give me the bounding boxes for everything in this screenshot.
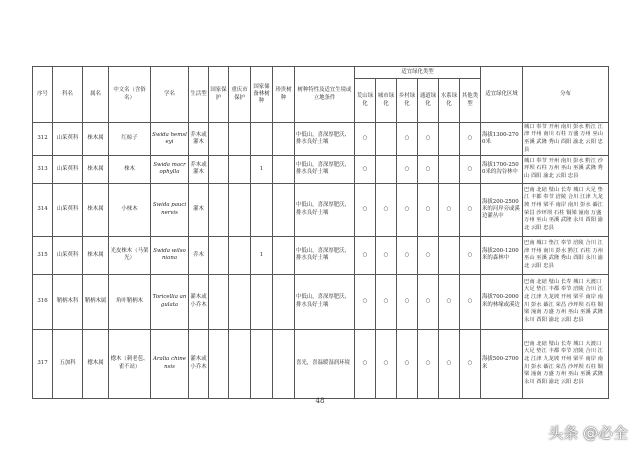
cell-reserve bbox=[251, 329, 273, 398]
species-table bbox=[32, 66, 609, 399]
header-region: 适宜绿化区域 bbox=[481, 67, 523, 123]
cell-greening-mark: ○ bbox=[418, 123, 439, 156]
cell-life-form: 乔木 bbox=[189, 236, 209, 274]
header-row-top bbox=[33, 67, 609, 79]
cell-family: 山茱萸科 bbox=[53, 123, 83, 156]
cell-family: 鞘柄木科 bbox=[53, 274, 83, 329]
table-row bbox=[33, 236, 609, 274]
cell-genus: 梾木属 bbox=[83, 123, 109, 156]
header-genus: 属名 bbox=[83, 67, 109, 123]
cell-genus: 梾木属 bbox=[83, 236, 109, 274]
cell-national bbox=[209, 183, 229, 236]
cell-cn-name: 光皮梾木（马架光） bbox=[109, 236, 151, 274]
cell-cn-name: 梾木 bbox=[109, 155, 151, 183]
cell-cn-name: 红椋子 bbox=[109, 123, 151, 156]
cell-greening-mark: ○ bbox=[355, 155, 376, 183]
cell-sci-name: Toricellia angulata bbox=[151, 274, 189, 329]
cell-region: 海拔1700-2500米的沟谷林中 bbox=[481, 155, 523, 183]
header-greening-group: 适宜绿化类型 bbox=[355, 67, 481, 79]
cell-region: 海拔200-1200米的森林中 bbox=[481, 236, 523, 274]
table-row bbox=[33, 183, 609, 236]
cell-reserve bbox=[251, 274, 273, 329]
cell-traits: 中低山，喜深厚肥沃、排水良好土壤 bbox=[295, 236, 355, 274]
header-national: 国家保护 bbox=[209, 67, 229, 123]
cell-national bbox=[209, 155, 229, 183]
cell-greening-mark: ○ bbox=[397, 183, 418, 236]
cell-family: 山茱萸科 bbox=[53, 155, 83, 183]
cell-greening-mark bbox=[376, 123, 397, 156]
cell-genus: 梾木属 bbox=[83, 155, 109, 183]
table-row bbox=[33, 329, 609, 398]
cell-genus: 鞘柄木属 bbox=[83, 274, 109, 329]
cell-greening-mark: ○ bbox=[460, 236, 481, 274]
cell-life-form: 乔木或灌木 bbox=[189, 155, 209, 183]
cell-region: 海拔200-2500米的河岸旁或溪边灌丛中 bbox=[481, 183, 523, 236]
cell-reserve: 1 bbox=[251, 236, 273, 274]
cell-greening-mark: ○ bbox=[439, 274, 460, 329]
header-type-barren: 荒山绿化 bbox=[355, 79, 376, 123]
header-seq: 序号 bbox=[33, 67, 53, 123]
cell-seq: 315 bbox=[33, 236, 53, 274]
cell-traits: 中低山，喜深厚肥沃、排水良好土壤 bbox=[295, 274, 355, 329]
cell-greening-mark: ○ bbox=[355, 123, 376, 156]
cell-national bbox=[209, 274, 229, 329]
table-row bbox=[33, 123, 609, 156]
cell-traits: 中低山，喜深厚肥沃、排水良好土壤 bbox=[295, 123, 355, 156]
cell-national bbox=[209, 236, 229, 274]
cell-reserve bbox=[251, 183, 273, 236]
header-type-other: 其他类型 bbox=[460, 79, 481, 123]
cell-greening-mark: ○ bbox=[355, 274, 376, 329]
cell-seq: 314 bbox=[33, 183, 53, 236]
cell-life-form: 灌木或小乔木 bbox=[189, 329, 209, 398]
cell-greening-mark: ○ bbox=[397, 123, 418, 156]
cell-greening-mark: ○ bbox=[355, 236, 376, 274]
cell-greening-mark bbox=[439, 236, 460, 274]
cell-greening-mark: ○ bbox=[376, 329, 397, 398]
cell-rare bbox=[273, 123, 295, 156]
cell-distribution: 巴南 北碚 璧山 长寿 城口 大渡口 大足 垫江 丰都 奉节 涪陵 合川 江北 江津 九龙坡 开州 梁平 南岸 南川 彭水 綦江 荣昌 沙坪坝 石柱 铜梁 潼南 万盛 万州 巫山 巫溪 武隆 永川 酉阳 渝北 云阳 忠县 bbox=[523, 274, 609, 329]
cell-greening-mark: ○ bbox=[460, 329, 481, 398]
cell-rare bbox=[273, 274, 295, 329]
cell-traits: 中低山，喜深厚肥沃、排水良好土壤 bbox=[295, 155, 355, 183]
page-number: 48 bbox=[315, 397, 325, 405]
cell-greening-mark: ○ bbox=[460, 183, 481, 236]
cell-cn-name: 小梾木 bbox=[109, 183, 151, 236]
cell-greening-mark: ○ bbox=[397, 329, 418, 398]
cell-distribution: 巴南 北碚 璧山 长寿 城口 大足 垫江 丰都 奉节 涪陵 合川 江津 九龙坡 开州 梁平 南岸 南川 彭水 綦江 荣昌 沙坪坝 石柱 铜梁 潼南 万盛 万州 巫山 巫溪 武隆 永川 酉阳 渝北 云阳 忠县 bbox=[523, 183, 609, 236]
cell-region: 海拔500-2700米 bbox=[481, 329, 523, 398]
cell-region: 海拔700-2000米的林缘或溪边 bbox=[481, 274, 523, 329]
cell-greening-mark: ○ bbox=[460, 155, 481, 183]
cell-greening-mark: ○ bbox=[418, 183, 439, 236]
cell-rare bbox=[273, 236, 295, 274]
cell-seq: 313 bbox=[33, 155, 53, 183]
cell-chongqing bbox=[229, 123, 251, 156]
cell-rare bbox=[273, 183, 295, 236]
cell-greening-mark: ○ bbox=[355, 183, 376, 236]
cell-seq: 316 bbox=[33, 274, 53, 329]
cell-greening-mark: ○ bbox=[376, 236, 397, 274]
cell-distribution: 巴南 城口 垫江 奉节 涪陵 合川 江津 开州 南川 彭水 黔江 石柱 万州 巫山 巫溪 武隆 秀山 酉阳 永川 渝北 云阳 忠县 bbox=[523, 236, 609, 274]
cell-greening-mark: ○ bbox=[397, 274, 418, 329]
cell-greening-mark bbox=[376, 155, 397, 183]
cell-greening-mark: ○ bbox=[397, 155, 418, 183]
table-row bbox=[33, 155, 609, 183]
header-distribution: 分布 bbox=[523, 67, 609, 123]
cell-life-form: 灌木或小乔木 bbox=[189, 274, 209, 329]
cell-national bbox=[209, 123, 229, 156]
cell-distribution: 城口 奉节 开州 南川 彭水 黔江 江津 开州 南川 石柱 万盛 万州 巫山 巫溪 武隆 秀山 酉阳 渝北 云阳 忠县 bbox=[523, 123, 609, 156]
cell-rare bbox=[273, 329, 295, 398]
cell-reserve bbox=[251, 123, 273, 156]
cell-family: 山茱萸科 bbox=[53, 183, 83, 236]
cell-distribution: 城口 奉节 开州 南川 彭水 黔江 沙坪坝 石柱 万州 巫山 巫溪 武隆 秀山 酉阳 渝北 云阳 忠县 bbox=[523, 155, 609, 183]
header-traits: 树种特性及适宜生境或立地条件 bbox=[295, 67, 355, 123]
header-type-corridor: 通道绿化 bbox=[418, 79, 439, 123]
watermark: 头条 @必全 bbox=[548, 424, 628, 442]
cell-chongqing bbox=[229, 329, 251, 398]
cell-family: 山茱萸科 bbox=[53, 236, 83, 274]
header-rare: 珍贵树种 bbox=[273, 67, 295, 123]
cell-national bbox=[209, 329, 229, 398]
cell-life-form: 灌木 bbox=[189, 183, 209, 236]
cell-chongqing bbox=[229, 183, 251, 236]
header-cn-name: 中文名（含俗名） bbox=[109, 67, 151, 123]
cell-greening-mark: ○ bbox=[439, 183, 460, 236]
cell-greening-mark: ○ bbox=[460, 123, 481, 156]
cell-genus: 楤木属 bbox=[83, 329, 109, 398]
cell-greening-mark: ○ bbox=[418, 329, 439, 398]
header-type-rural: 乡村绿化 bbox=[397, 79, 418, 123]
cell-greening-mark bbox=[439, 155, 460, 183]
cell-greening-mark: ○ bbox=[418, 274, 439, 329]
header-reserve: 国家储备林树种 bbox=[251, 67, 273, 123]
cell-cn-name: 楤木（刺老苞、雀不站） bbox=[109, 329, 151, 398]
cell-region: 海拔1300-2700米 bbox=[481, 123, 523, 156]
cell-sci-name: Swida wilsoniana bbox=[151, 236, 189, 274]
cell-chongqing bbox=[229, 236, 251, 274]
header-chongqing: 重庆市保护 bbox=[229, 67, 251, 123]
cell-distribution: 巴南 北碚 璧山 长寿 城口 大渡口 大足 垫江 丰都 奉节 涪陵 合川 江北 江津 九龙坡 开州 梁平 南岸 南川 彭水 綦江 荣昌 沙坪坝 石柱 铜梁 潼南 万盛 万州 巫山 巫溪 武隆 永川 酉阳 渝北 云阳 忠县 bbox=[523, 329, 609, 398]
cell-traits: 中低山，喜深厚肥沃、排水良好土壤 bbox=[295, 183, 355, 236]
cell-seq: 317 bbox=[33, 329, 53, 398]
cell-greening-mark: ○ bbox=[376, 274, 397, 329]
cell-sci-name: Swida paucinervis bbox=[151, 183, 189, 236]
cell-chongqing bbox=[229, 155, 251, 183]
cell-seq: 312 bbox=[33, 123, 53, 156]
cell-greening-mark: ○ bbox=[460, 274, 481, 329]
cell-life-form: 乔木或灌木 bbox=[189, 123, 209, 156]
cell-reserve: 1 bbox=[251, 155, 273, 183]
cell-greening-mark: ○ bbox=[397, 236, 418, 274]
cell-greening-mark: ○ bbox=[439, 329, 460, 398]
header-sci-name: 学名 bbox=[151, 67, 189, 123]
cell-chongqing bbox=[229, 274, 251, 329]
cell-greening-mark bbox=[439, 123, 460, 156]
cell-greening-mark: ○ bbox=[418, 236, 439, 274]
header-type-water: 水系绿化 bbox=[439, 79, 460, 123]
cell-rare bbox=[273, 155, 295, 183]
cell-greening-mark: ○ bbox=[355, 329, 376, 398]
cell-traits: 喜光，喜温暖湿润环境 bbox=[295, 329, 355, 398]
header-type-urban: 城市绿化 bbox=[376, 79, 397, 123]
cell-greening-mark: ○ bbox=[376, 183, 397, 236]
cell-sci-name: Swida macrophylla bbox=[151, 155, 189, 183]
cell-sci-name: Aralia chinensis bbox=[151, 329, 189, 398]
cell-greening-mark: ○ bbox=[418, 155, 439, 183]
header-family: 科名 bbox=[53, 67, 83, 123]
header-life-form: 生活型 bbox=[189, 67, 209, 123]
cell-cn-name: 角叶鞘柄木 bbox=[109, 274, 151, 329]
table-row bbox=[33, 274, 609, 329]
cell-sci-name: Swida hemsleyi bbox=[151, 123, 189, 156]
cell-genus: 梾木属 bbox=[83, 183, 109, 236]
cell-family: 五加科 bbox=[53, 329, 83, 398]
